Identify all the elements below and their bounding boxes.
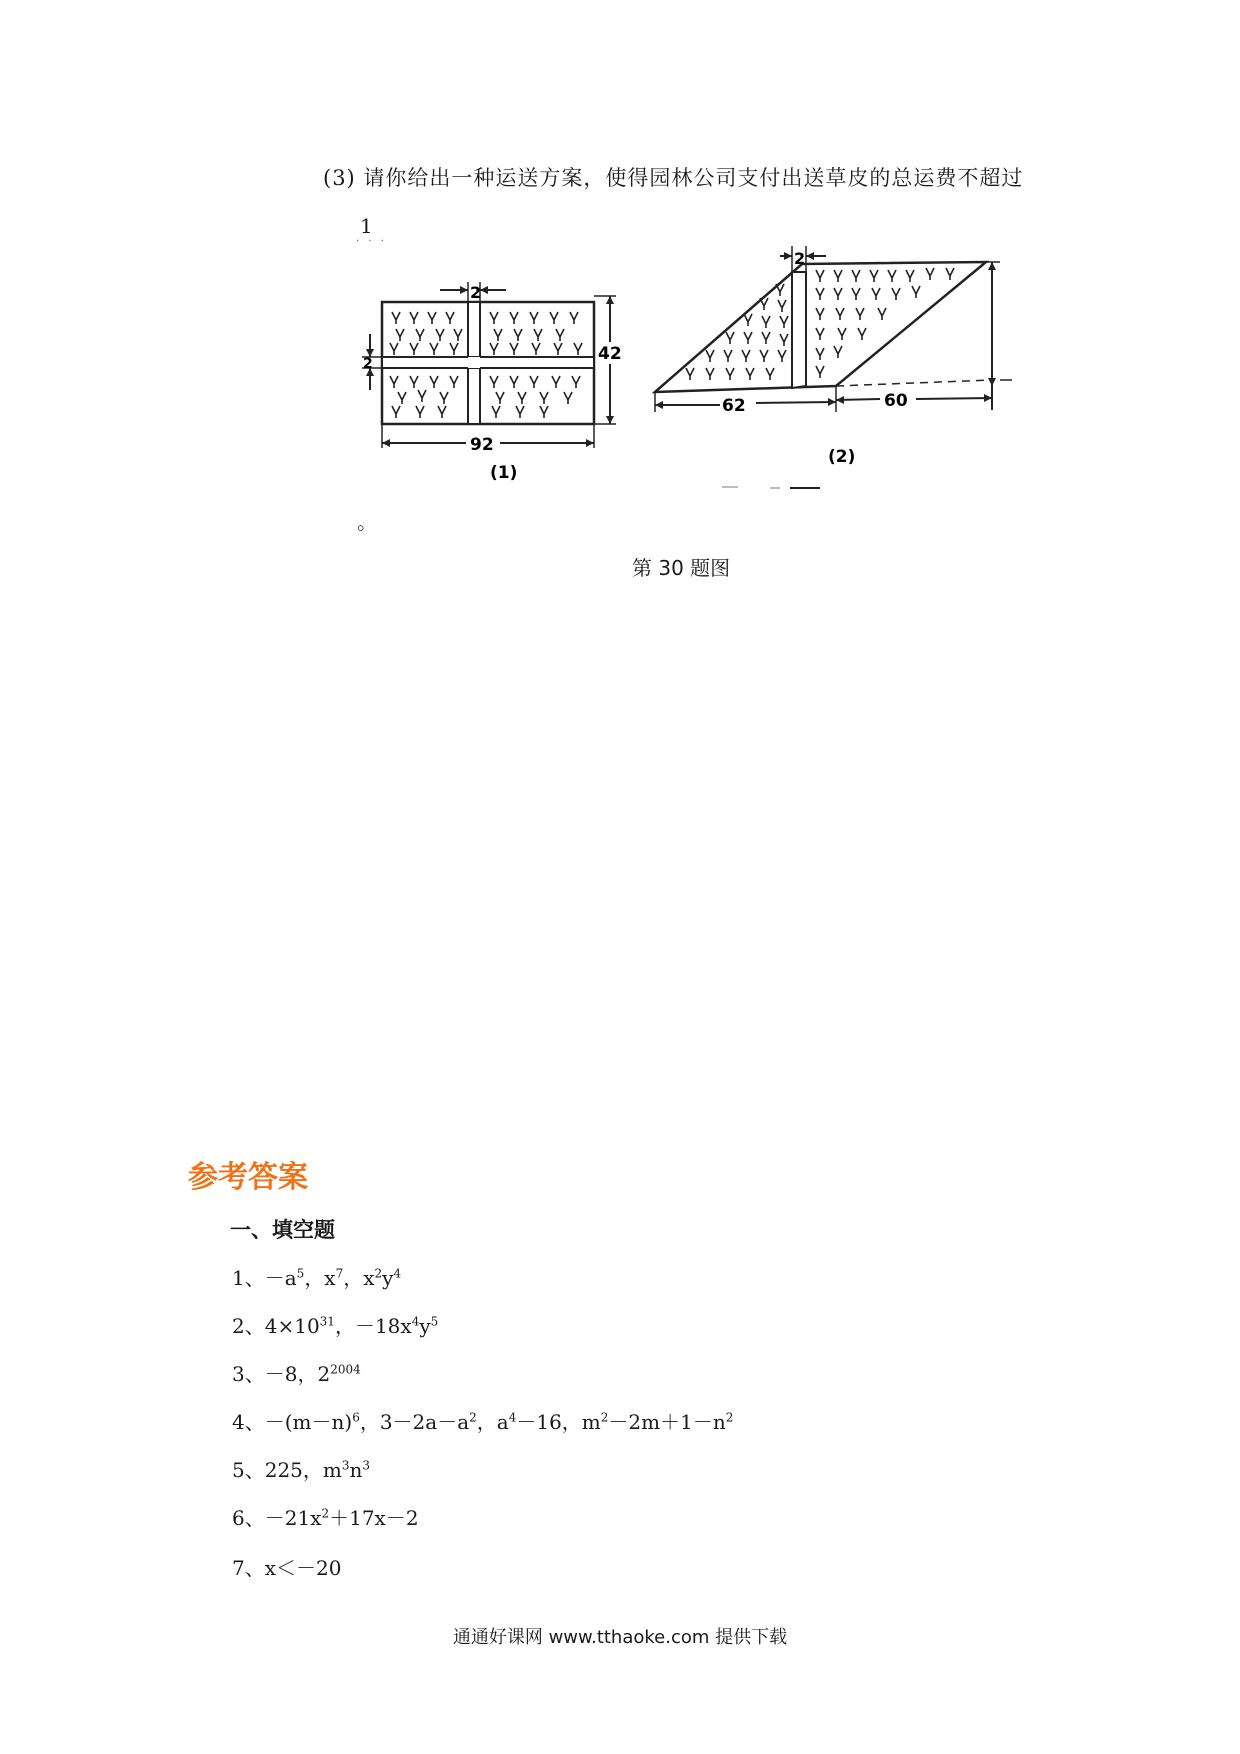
answer-3: 3、－8，$2^{2004}$ bbox=[232, 1362, 361, 1386]
fig1-dim-right: 42 bbox=[598, 344, 622, 364]
answer-5: 5、225，$m^3n^3$ bbox=[232, 1458, 371, 1482]
fig2-dim-bottom-right: 60 bbox=[884, 391, 908, 411]
period-mark: 。 bbox=[357, 510, 377, 534]
fig2-dim-bottom-left: 62 bbox=[722, 396, 746, 416]
fig2-dim-top: 2 bbox=[794, 249, 806, 268]
fig1-dim-bottom: 92 bbox=[470, 435, 494, 455]
answer-1: 1、$-a^5$，$x^7$，$x^2y^4$ bbox=[232, 1266, 402, 1290]
figure-1 bbox=[362, 282, 622, 483]
fraction-remnant: · · · bbox=[356, 236, 387, 247]
fig1-dim-left: 2 bbox=[363, 356, 373, 372]
section-title: 一、填空题 bbox=[230, 1218, 335, 1242]
figure-2 bbox=[655, 246, 1012, 488]
fig2-label: (2) bbox=[828, 447, 856, 467]
fig1-label: (1) bbox=[490, 463, 518, 483]
answer-6: 6、$-21x^2+17x-2$ bbox=[232, 1506, 419, 1530]
fraction-numerator: 1 bbox=[360, 214, 373, 238]
fig1-dim-top: 2 bbox=[470, 283, 482, 302]
answer-4: 4、$-(m-n)^6$，$3-2a-a^2$，$a^4-16$，$m^2-2m+1-n^2$ bbox=[232, 1410, 734, 1434]
question-3-text: (3) 请你给出一种运送方案，使得园林公司支付出送草皮的总运费不超过 bbox=[323, 166, 1024, 190]
answer-7: 7、x＜－20 bbox=[232, 1556, 342, 1580]
answer-2: 2、$4\times 10^{31}$，$-18x^4y^5$ bbox=[232, 1314, 439, 1338]
answers-title: 参考答案 bbox=[188, 1160, 308, 1195]
figure-caption: 第 30 题图 bbox=[632, 556, 731, 580]
footer-text: 通通好课网 www.tthaoke.com 提供下载 bbox=[452, 1627, 788, 1648]
figure-30 bbox=[360, 240, 1020, 500]
